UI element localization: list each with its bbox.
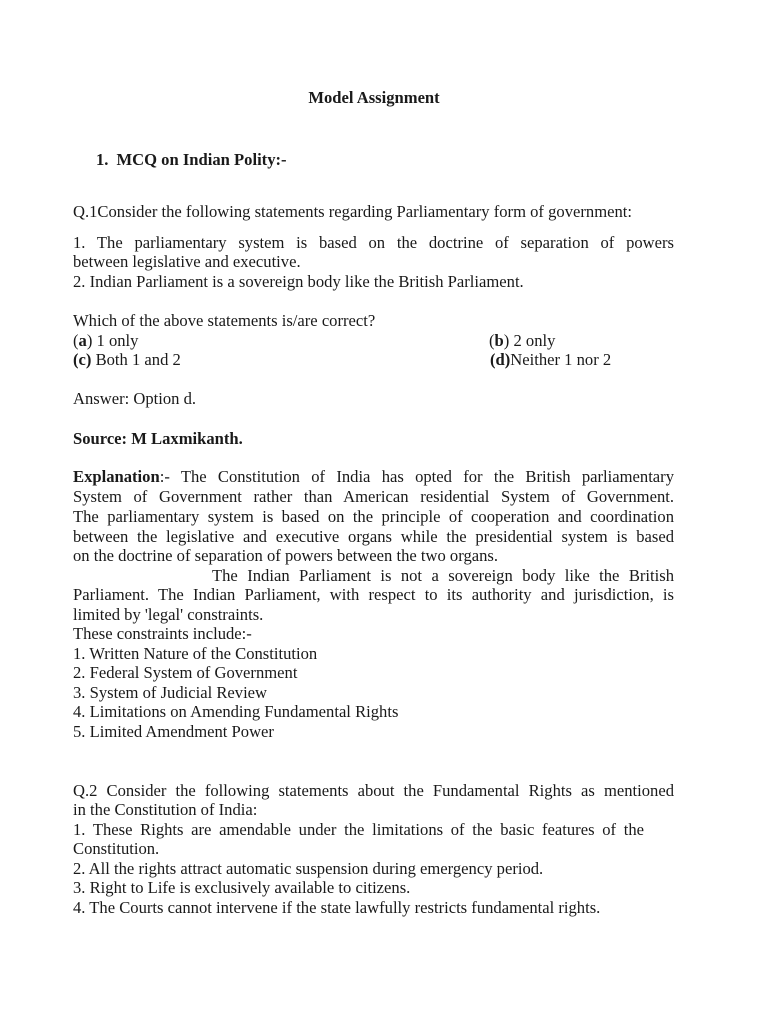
q1-statement-2: 2. Indian Parliament is a sovereign body like the British Parliament. (73, 272, 524, 291)
q1-option-a: (a) 1 only (73, 331, 139, 350)
q1-option-c-text: Both 1 and 2 (91, 350, 181, 369)
constraint-item: 5. Limited Amendment Power (73, 722, 274, 741)
explanation-line-8: limited by 'legal' constraints. (73, 605, 264, 624)
q1-statement-1-cont: between legislative and executive. (73, 252, 301, 271)
explanation-text-1: :- The Constitution of India has opted for the British parliamentary (159, 467, 674, 486)
explanation-line-6: The Indian Parliament is not a sovereign body like the British (212, 566, 674, 585)
explanation-line-7: Parliament. The Indian Parliament, with respect to its authority and jurisdiction, is (73, 585, 674, 604)
q1-option-b: (b) 2 only (489, 331, 556, 350)
q1-source: Source: M Laxmikanth. (73, 429, 243, 448)
explanation-line-9: These constraints include:- (73, 624, 252, 643)
q1-option-d (490, 350, 611, 370)
q2-question: Q.2 Consider the following statements about the Fundamental Rights as mentioned (73, 781, 674, 800)
q2-statement-4: 4. The Courts cannot intervene if the state lawfully restricts fundamental rights. (73, 898, 601, 917)
constraint-item: 1. Written Nature of the Constitution (73, 644, 318, 663)
q1-option-a-text: 1 only (92, 331, 139, 350)
q1-option-d-text: Neither 1 nor 2 (510, 350, 612, 369)
page-title: Model Assignment (308, 88, 440, 107)
q1-option-a-key: a (78, 331, 87, 350)
q1-question: Q.1Consider the following statements regarding Parliamentary form of government: (73, 202, 632, 221)
q1-answer: Answer: Option d. (73, 389, 197, 408)
explanation-line-4: between the legislative and executive organs while the presidential system is based (73, 527, 674, 546)
q2-statement-1-cont: Constitution. (73, 839, 160, 858)
explanation-line-5: on the doctrine of separation of powers between the two organs. (73, 546, 499, 565)
explanation-line-2: System of Government rather than American residential System of Government. (73, 487, 674, 506)
q1-option-d-key: (d) (490, 350, 511, 369)
explanation-line-3: The parliamentary system is based on the principle of cooperation and coordination (73, 507, 674, 526)
q1-option-c-key: (c) (73, 350, 92, 369)
explanation-label: Explanation (73, 467, 160, 486)
section-heading (96, 150, 287, 170)
q1-prompt: Which of the above statements is/are correct? (73, 311, 376, 330)
q2-statement-3: 3. Right to Life is exclusively available to citizens. (73, 878, 411, 897)
constraint-item: 4. Limitations on Amending Fundamental Rights (73, 702, 399, 721)
explanation-line-1 (73, 467, 674, 487)
section-label: MCQ on Indian Polity:- (116, 150, 287, 169)
q2-statement-2: 2. All the rights attract automatic suspension during emergency period. (73, 859, 544, 878)
q1-option-b-text: 2 only (509, 331, 556, 350)
constraint-item: 2. Federal System of Government (73, 663, 298, 682)
q1-statement-1: 1. The parliamentary system is based on the doctrine of separation of powers (73, 233, 674, 252)
q2-statement-1: 1. These Rights are amendable under the limitations of the basic features of the (73, 820, 644, 839)
section-number: 1. (96, 150, 109, 169)
q2-question-cont: in the Constitution of India: (73, 800, 258, 819)
q1-option-b-key: b (494, 331, 504, 350)
q1-option-c (73, 350, 181, 370)
constraint-item: 3. System of Judicial Review (73, 683, 268, 702)
